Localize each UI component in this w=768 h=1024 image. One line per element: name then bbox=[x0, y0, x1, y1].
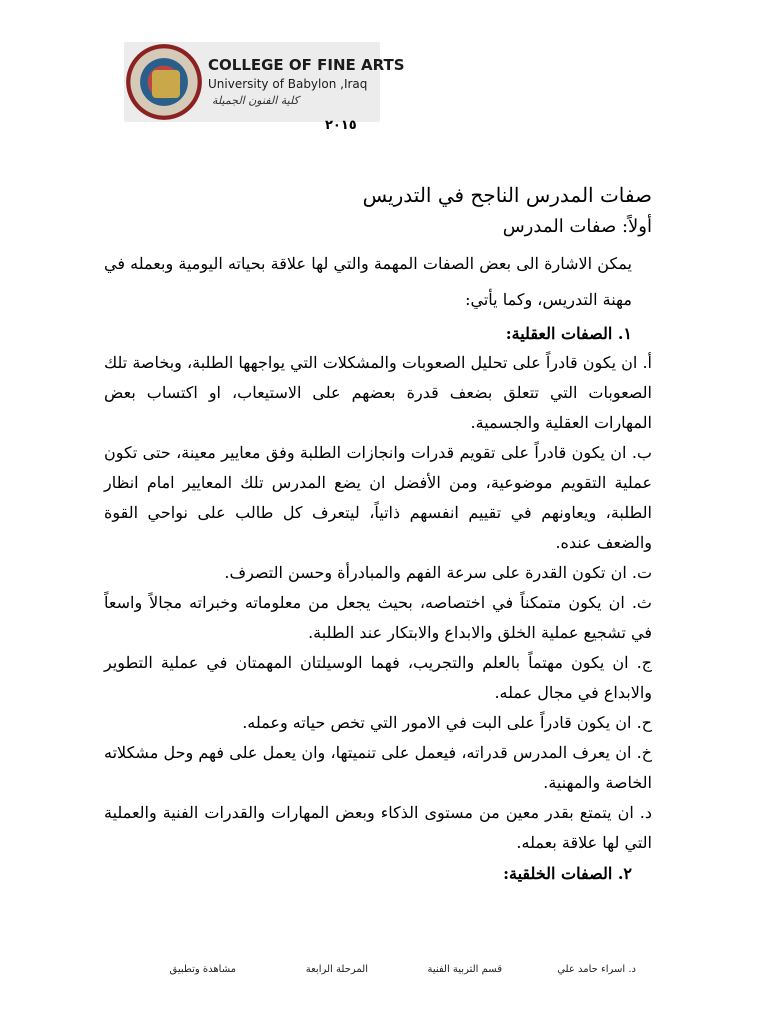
intro-paragraph: يمكن الاشارة الى بعض الصفات المهمة والتي لها علاقة بحياته اليومية وبعمله في مهنة التدريس، وكما يأتي: bbox=[104, 254, 632, 309]
list-item: ت. ان تكون القدرة على سرعة الفهم والمبادرأة وحسن التصرف. bbox=[224, 563, 652, 582]
list-item: ث. ان يكون متمكناً في اختصاصه، بحيث يجعل من معلوماته وخبراته مجالاً واسعاً في تشجيع عملية الخلق والابداع والابتكار عند الطلبة. bbox=[104, 593, 652, 642]
list-item: خ. ان يعرف المدرس قدراته، فيعمل على تنميتها، وان يعمل على فهم وحل مشكلاته الخاصة والمهنية. bbox=[104, 743, 652, 792]
document-body bbox=[104, 182, 652, 888]
list-item: أ. ان يكون قادراً على تحليل الصعوبات والمشكلات التي يواجهها الطلبة، وبخاصة تلك الصعوبات التي تتعلق بضعف قدرة بعضهم على الاستيعاب، او اكتساب بعض المهارات العقلية والجسمية. bbox=[104, 353, 652, 432]
list-item: ج. ان يكون مهتماً بالعلم والتجريب، فهما الوسيلتان المهمتان في عملية التطوير والابداع في مجال عمله. bbox=[104, 653, 652, 702]
footer-author: د. اسراء حامد علي bbox=[557, 964, 636, 975]
section-subtitle: أولاً: صفات المدرس bbox=[502, 216, 652, 237]
college-logo bbox=[124, 42, 405, 122]
list-item: ب. ان يكون قادراً على تقويم قدرات وانجازات الطلبة وفق معايير معينة، حتى تكون عملية التقويم موضوعية، ومن الأفضل ان يضع المدرس تلك المعايير امام انظار الطلبة، ويعاونهم في تقييم انفسهم ذاتياً، ليتعرف كل طالب على نواحي القوة والضعف عنده. bbox=[104, 443, 652, 552]
footer-stage: المرحلة الرابعة bbox=[305, 964, 368, 975]
university-seal-icon bbox=[126, 44, 202, 120]
logo-university-name: University of Babylon ,Iraq bbox=[208, 77, 368, 91]
footer-course: مشاهدة وتطبيق bbox=[169, 964, 236, 975]
logo-college-name: COLLEGE OF FINE ARTS bbox=[208, 56, 405, 74]
document-year: ٢٠١٥ bbox=[325, 118, 357, 133]
section-heading-mental: ١. الصفات العقلية: bbox=[505, 324, 632, 343]
list-item: د. ان يتمتع بقدر معين من مستوى الذكاء وبعض المهارات والقدرات الفنية والعملية التي لها علاقة بعمله. bbox=[104, 803, 652, 852]
seal-emblem bbox=[152, 70, 180, 98]
logo-arabic-name: كلية الفنون الجميلة bbox=[212, 94, 299, 107]
page-footer bbox=[0, 964, 768, 982]
page-title: صفات المدرس الناجح في التدريس bbox=[362, 183, 652, 207]
list-item: ح. ان يكون قادراً على البت في الامور التي تخص حياته وعمله. bbox=[242, 713, 652, 732]
footer-department: قسم التربية الفنية bbox=[427, 964, 502, 975]
section-heading-moral: ٢. الصفات الخلقية: bbox=[503, 864, 632, 883]
